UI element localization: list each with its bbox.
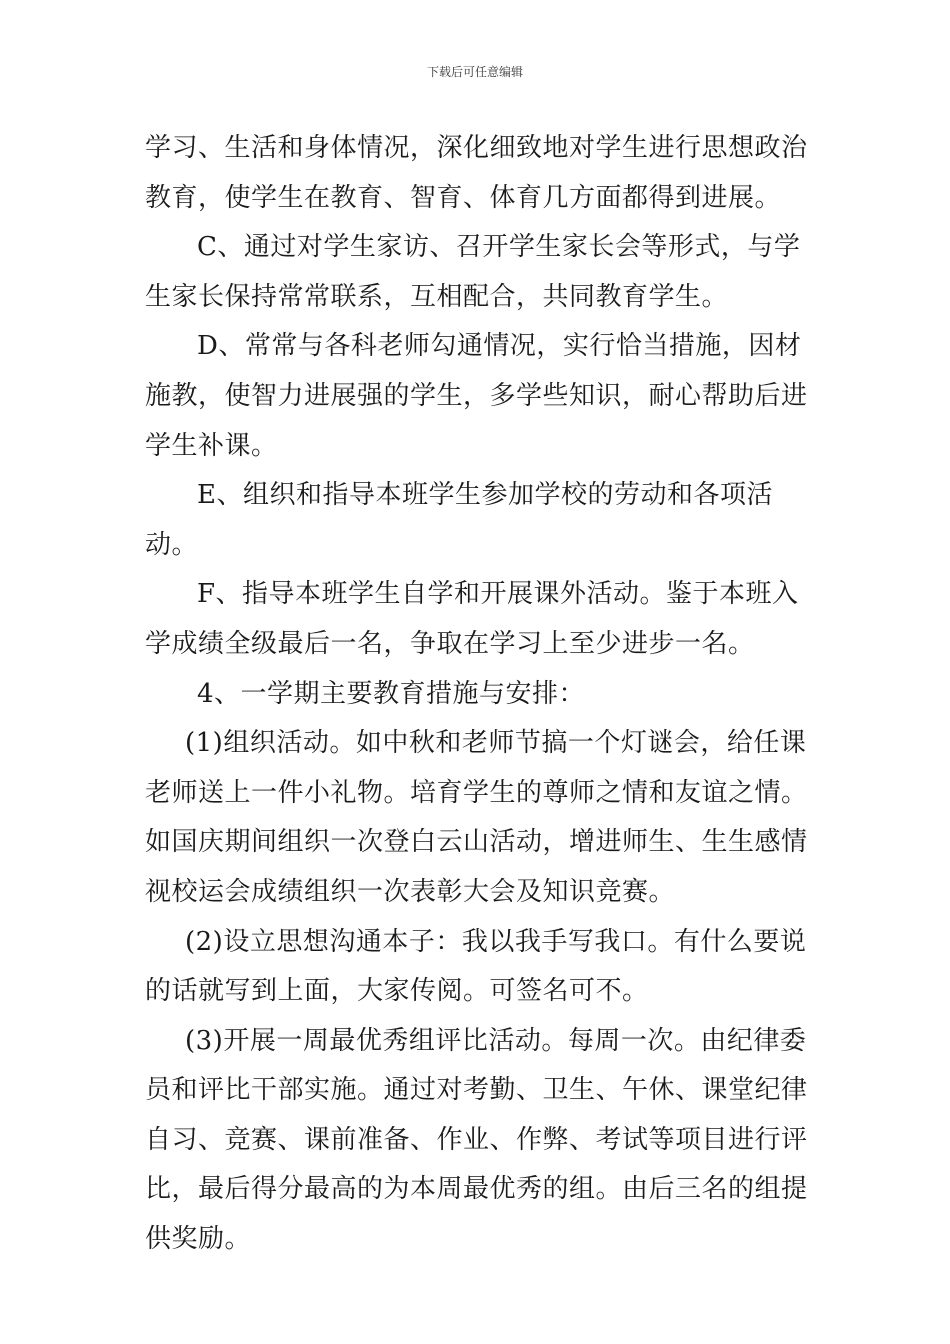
paragraph-3: D、常常与各科老师勾通情况，实行恰当措施，因材施教，使智力进展强的学生，多学些知识，耐心帮助后进学生补课。	[145, 331, 808, 461]
page-header-note: 下载后可任意编辑	[426, 65, 523, 79]
paragraph-5: F、指导本班学生自学和开展课外活动。鉴于本班入学成绩全级最后一名，争取在学习上至少进步一名。	[145, 579, 799, 659]
paragraph-1: 学习、生活和身体情况，深化细致地对学生进行思想政治教育，使学生在教育、智育、体育几方面都得到进展。	[145, 133, 808, 213]
paragraph-6: 4、一学期主要教育措施与安排：	[197, 678, 586, 709]
paragraph-4: E、组织和指导本班学生参加学校的劳动和各项活动。	[145, 480, 773, 560]
paragraph-7: (1)组织活动。如中秋和老师节搞一个灯谜会，给任课老师送上一件小礼物。培育学生的尊师之情和友谊之情。如国庆期间组织一次登白云山活动，增进师生、生生感情视校运会成绩组织一次表彰大会及知识竞赛。	[145, 728, 808, 907]
paragraph-9: (3)开展一周最优秀组评比活动。每周一次。由纪律委员和评比干部实施。通过对考勤、卫生、午休、课堂纪律自习、竞赛、课前准备、作业、作弊、考试等项目进行评比，最后得分最高的为本周最优秀的组。由后三名的组提供奖励。	[145, 1025, 808, 1255]
paragraph-8: (2)设立思想沟通本子：我以我手写我口。有什么要说的话就写到上面，大家传阅。可签名可不。	[145, 926, 807, 1007]
document-body	[145, 124, 810, 1265]
paragraph-2: C、通过对学生家访、召开学生家长会等形式，与学生家长保持常常联系，互相配合，共同教育学生。	[145, 232, 801, 312]
